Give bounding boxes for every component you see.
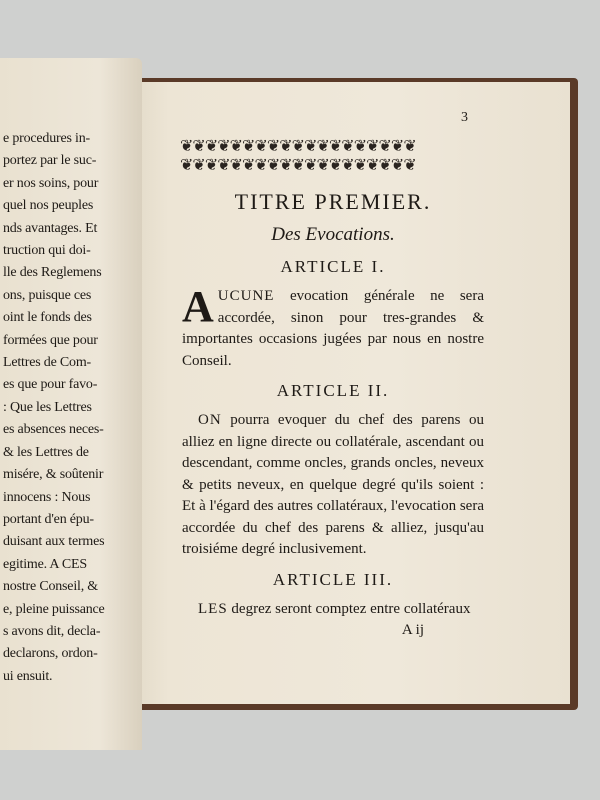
page-number: 3 [461,110,468,125]
ornamental-band: ❦❦❦❦❦❦❦❦❦❦❦❦❦❦❦❦❦❦❦ ❦❦❦❦❦❦❦❦❦❦❦❦❦❦❦❦❦❦❦ [180,138,416,174]
left-text-line: e procedures in- [3,131,90,146]
drop-cap: A [182,282,214,331]
article-3-heading: ARTICLE III. [272,569,394,589]
chapter-title: TITRE PREMIER. [234,189,432,214]
left-text-line: nostre Conseil, & [3,579,98,595]
left-text-line: formées que pour [3,332,98,348]
left-text-line: quel nos peuples [3,198,94,214]
left-text-line: innocens : Nous [3,489,91,505]
article-2-text: ON pourra evoquer du chef des parens ou alliez en ligne directe ou collatérale, ascendant ou descendant, comme oncles, grands oncles, neveux & petits neveux, en quelque degré qu'ils soient : Et à l'égard des autres collatéraux, l'evocation sera accordée du chef des parens & alliez, jusqu'au troisiéme degré inclusivement. [182,412,484,557]
left-text-line: portant d'en épu- [3,511,94,527]
chapter-subtitle: Des Evocations. [271,224,395,245]
left-text-line: declarons, ordon- [3,646,98,662]
left-text-line: ons, puisque ces [3,287,92,303]
left-text-line: portez par le suc- [3,153,97,169]
left-text-line: es absences neces- [3,422,104,438]
left-page-text [3,128,139,688]
left-text-line: lle des Reglemens [3,265,102,281]
left-text-line: oint le fonds des [3,310,92,326]
left-text-line: Lettres de Com- [3,355,91,371]
left-text-line: s avons dit, decla- [3,623,101,639]
article-1-heading: ARTICLE I. [280,257,386,276]
left-text-line: & les Lettres de [3,444,89,460]
right-page-text [182,188,484,640]
left-text-line: egitime. A CES [3,556,87,572]
signature-mark: A ij [401,622,424,638]
left-text-line: er nos soins, pour [3,175,99,191]
left-text-line: duisant aux termes [3,534,105,550]
left-text-line: nds avantages. Et [3,220,98,236]
left-text-line: es que pour favo- [3,377,98,393]
article-2-heading: ARTICLE II. [276,381,390,400]
left-text-line: truction qui doi- [3,243,91,259]
article-3-text: LES degrez seront comptez entre collatéraux [198,600,471,617]
left-page [0,58,142,750]
article-1-text: AUCUNE evocation générale ne sera accordée, sinon pour tres-grandes & importantes occasions jugées par nous en nostre Conseil. [182,282,484,369]
left-text-line: misére, & soûtenir [3,467,104,483]
left-text-line: ui ensuit. [3,668,53,684]
left-text-line: e, pleine puissance [3,601,105,617]
left-text-line: : Que les Lettres [3,399,92,415]
